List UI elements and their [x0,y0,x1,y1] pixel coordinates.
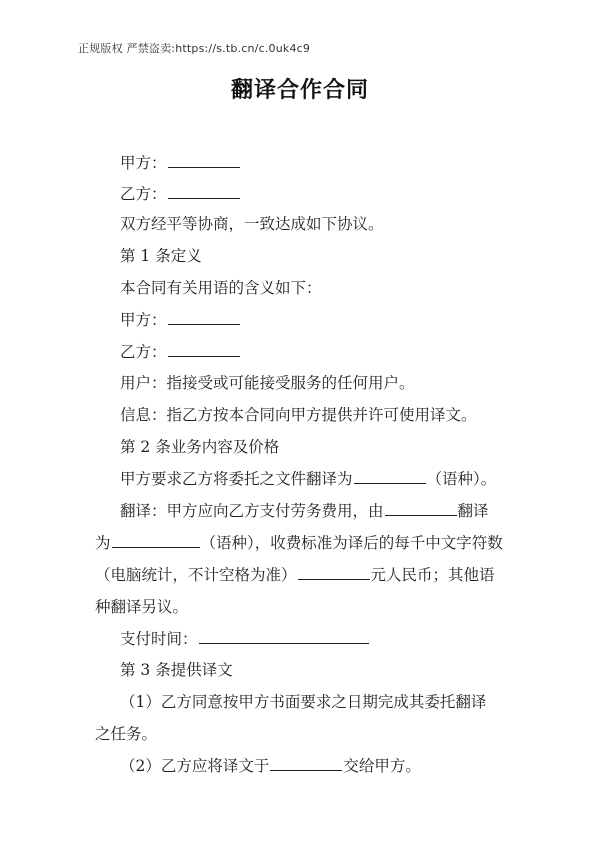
article-1-heading: 第 1 条定义 [120,247,202,265]
copyright-watermark: 正规版权 严禁盗卖:https://s.tb.cn/c.0uk4c9 [78,42,311,55]
article-3-heading: 第 3 条提供译文 [120,661,233,679]
party-a-line [120,153,241,173]
definition-party-b [120,342,241,362]
article-1-lead: 本合同有关用语的含义如下： [120,279,322,297]
article-2-line-1-post: （语种）。 [426,470,497,488]
article-2-line-2-post: 翻译 [457,502,489,520]
article-2-line-3-pre: 为 [95,534,111,552]
definition-party-b-label: 乙方： [120,343,167,361]
target-language-blank [354,469,426,484]
article-3-item-1-line-1: （1）乙方同意按甲方书面要求之日期完成其委托翻译 [120,693,487,711]
party-b-blank [168,184,240,199]
article-2-line-3 [95,533,503,553]
definition-party-a-label: 甲方： [120,311,167,329]
party-b-line [120,184,241,204]
definition-user: 用户：指接受或可能接受服务的任何用户。 [120,374,415,392]
party-a-label: 甲方： [120,154,167,172]
article-3-item-2-post: 交给甲方。 [343,757,421,775]
article-2-line-2 [120,501,489,521]
language-blank [112,533,200,548]
payment-time-line [120,629,370,649]
article-2-line-3-post: （语种），收费标准为译后的每千中文字符数 [200,534,503,552]
definition-party-a-blank [168,310,240,325]
party-b-label: 乙方： [120,185,167,203]
article-3-item-1-line-2: 之任务。 [95,725,158,743]
article-2-line-4-post: 元人民币；其他语 [370,566,495,584]
source-language-blank [385,501,457,516]
payment-time-label: 支付时间： [120,630,198,648]
article-2-heading: 第 2 条业务内容及价格 [120,438,280,456]
article-2-line-4-pre: （电脑统计，不计空格为准） [95,566,297,584]
definition-party-a [120,310,241,330]
party-a-blank [168,153,240,168]
article-2-line-4 [95,565,495,585]
intro-text: 双方经平等协商，一致达成如下协议。 [120,215,384,233]
article-3-item-2-pre: （2）乙方应将译文于 [120,757,270,775]
article-2-line-2-pre: 翻译：甲方应向乙方支付劳务费用，由 [120,502,384,520]
price-blank [298,565,370,580]
payment-time-blank [199,629,369,644]
delivery-date-blank [270,756,342,771]
definition-info: 信息：指乙方按本合同向甲方提供并许可使用译文。 [120,406,477,424]
definition-party-b-blank [168,342,240,357]
article-2-line-1 [120,469,496,489]
article-2-line-1-pre: 甲方要求乙方将委托之文件翻译为 [120,470,353,488]
article-3-item-2 [120,756,421,776]
article-2-line-5: 种翻译另议。 [95,598,189,616]
page-title: 翻译合作合同 [230,77,369,103]
